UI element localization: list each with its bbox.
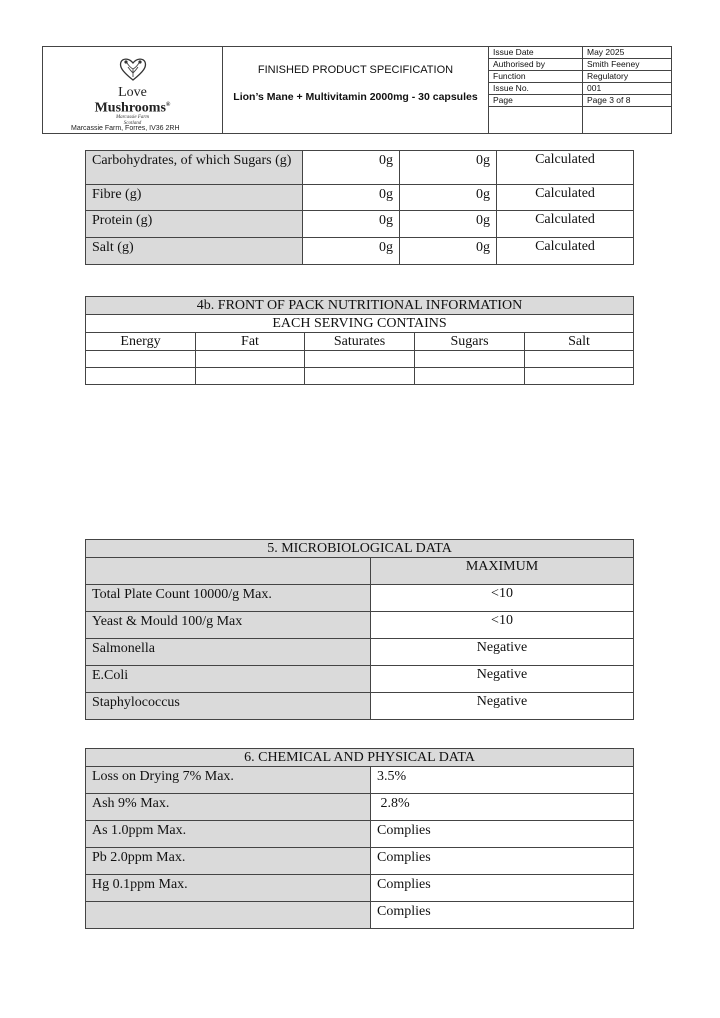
meta-value-issue-date: May 2025 bbox=[583, 47, 672, 59]
table-row bbox=[86, 821, 634, 848]
empty-cell bbox=[305, 351, 415, 368]
table-row bbox=[86, 185, 634, 211]
nutrient-label: Salt (g) bbox=[86, 238, 303, 265]
section-subtitle: EACH SERVING CONTAINS bbox=[86, 315, 634, 333]
empty-cell bbox=[525, 368, 634, 385]
table-row bbox=[86, 585, 634, 612]
per-100g-value: 0g bbox=[400, 185, 497, 211]
meta-value-authorised-by: Smith Feeney bbox=[583, 59, 672, 71]
logo-word-mushrooms bbox=[43, 99, 222, 115]
test-result: 2.8% bbox=[371, 794, 634, 821]
nutrient-label: Fibre (g) bbox=[86, 185, 303, 211]
empty-cell bbox=[196, 368, 305, 385]
per-100g-value: 0g bbox=[400, 151, 497, 185]
test-label: E.Coli bbox=[86, 666, 371, 693]
title-cell bbox=[223, 47, 489, 134]
table-row bbox=[86, 238, 634, 265]
per-100g-value: 0g bbox=[400, 211, 497, 238]
company-address: Marcassie Farm, Forres, IV36 2RH bbox=[71, 125, 180, 132]
empty-cell bbox=[525, 351, 634, 368]
section-title: 6. CHEMICAL AND PHYSICAL DATA bbox=[86, 749, 634, 767]
table-row bbox=[86, 794, 634, 821]
empty-cell bbox=[196, 351, 305, 368]
nutrition-table bbox=[85, 150, 634, 265]
per-100g-value: 0g bbox=[400, 238, 497, 265]
test-label: Staphylococcus bbox=[86, 693, 371, 720]
method-value: Calculated bbox=[497, 151, 634, 185]
section-title: 5. MICROBIOLOGICAL DATA bbox=[86, 540, 634, 558]
column-header-sugars: Sugars bbox=[415, 333, 525, 351]
test-label: Pb 2.0ppm Max. bbox=[86, 848, 371, 875]
test-label: As 1.0ppm Max. bbox=[86, 821, 371, 848]
per-serving-value: 0g bbox=[303, 185, 400, 211]
test-label: Loss on Drying 7% Max. bbox=[86, 767, 371, 794]
test-result: <10 bbox=[371, 585, 634, 612]
logo-word-mushrooms-text: Mushrooms bbox=[94, 100, 166, 116]
microbiological-table bbox=[85, 539, 634, 720]
test-result: Complies bbox=[371, 848, 634, 875]
empty-cell bbox=[86, 368, 196, 385]
chemical-physical-table bbox=[85, 748, 634, 929]
empty-cell bbox=[305, 368, 415, 385]
table-row bbox=[86, 693, 634, 720]
test-label bbox=[86, 902, 371, 929]
table-row bbox=[86, 902, 634, 929]
test-label: Total Plate Count 10000/g Max. bbox=[86, 585, 371, 612]
table-row bbox=[86, 151, 634, 185]
meta-label-page: Page bbox=[489, 95, 583, 107]
company-logo bbox=[43, 57, 222, 127]
column-header-energy: Energy bbox=[86, 333, 196, 351]
empty-cell bbox=[415, 351, 525, 368]
document-title: FINISHED PRODUCT SPECIFICATION bbox=[257, 64, 454, 76]
test-label: Ash 9% Max. bbox=[86, 794, 371, 821]
column-header-fat: Fat bbox=[196, 333, 305, 351]
meta-value-function: Regulatory bbox=[583, 71, 672, 83]
empty-cell bbox=[415, 368, 525, 385]
meta-label-issue-no: Issue No. bbox=[489, 83, 583, 95]
per-serving-value: 0g bbox=[303, 151, 400, 185]
method-value: Calculated bbox=[497, 238, 634, 265]
front-of-pack-table bbox=[85, 296, 634, 385]
test-result: Negative bbox=[371, 639, 634, 666]
meta-value-issue-no: 001 bbox=[583, 83, 672, 95]
column-header-salt: Salt bbox=[525, 333, 634, 351]
table-row bbox=[86, 612, 634, 639]
test-result: Complies bbox=[371, 875, 634, 902]
section-title: 4b. FRONT OF PACK NUTRITIONAL INFORMATION bbox=[86, 297, 634, 315]
table-row bbox=[86, 875, 634, 902]
meta-empty-cell bbox=[583, 107, 672, 134]
product-title: Lion’s Mane + Multivitamin 2000mg - 30 capsules bbox=[233, 91, 478, 103]
meta-label-function: Function bbox=[489, 71, 583, 83]
table-row bbox=[86, 368, 634, 385]
table-row bbox=[86, 666, 634, 693]
test-label: Hg 0.1ppm Max. bbox=[86, 875, 371, 902]
meta-value-page: Page 3 of 8 bbox=[583, 95, 672, 107]
test-result: Complies bbox=[371, 821, 634, 848]
meta-empty-cell bbox=[489, 107, 583, 134]
logo-tagline-1: Marcassie Farm bbox=[115, 114, 149, 120]
column-header-saturates: Saturates bbox=[305, 333, 415, 351]
test-result: 3.5% bbox=[371, 767, 634, 794]
test-label: Yeast & Mould 100/g Max bbox=[86, 612, 371, 639]
table-row bbox=[86, 767, 634, 794]
per-serving-value: 0g bbox=[303, 238, 400, 265]
registered-mark: ® bbox=[165, 102, 171, 108]
method-value: Calculated bbox=[497, 185, 634, 211]
empty-header-cell bbox=[86, 558, 371, 585]
logo-cell bbox=[43, 47, 223, 134]
nutrient-label: Carbohydrates, of which Sugars (g) bbox=[86, 151, 303, 185]
mushroom-heart-icon bbox=[118, 57, 148, 81]
table-row bbox=[86, 351, 634, 368]
method-value: Calculated bbox=[497, 211, 634, 238]
table-row bbox=[86, 639, 634, 666]
meta-label-authorised-by: Authorised by bbox=[489, 59, 583, 71]
document-header bbox=[42, 46, 672, 134]
test-result: Negative bbox=[371, 666, 634, 693]
table-row bbox=[86, 211, 634, 238]
nutrient-label: Protein (g) bbox=[86, 211, 303, 238]
per-serving-value: 0g bbox=[303, 211, 400, 238]
table-row bbox=[86, 848, 634, 875]
empty-cell bbox=[86, 351, 196, 368]
test-result: Negative bbox=[371, 693, 634, 720]
test-result: Complies bbox=[371, 902, 634, 929]
test-result: <10 bbox=[371, 612, 634, 639]
column-header-maximum: MAXIMUM bbox=[371, 558, 634, 585]
test-label: Salmonella bbox=[86, 639, 371, 666]
logo-tagline-2: Scotland bbox=[123, 120, 142, 126]
meta-label-issue-date: Issue Date bbox=[489, 47, 583, 59]
logo-word-love: Love bbox=[118, 85, 147, 100]
